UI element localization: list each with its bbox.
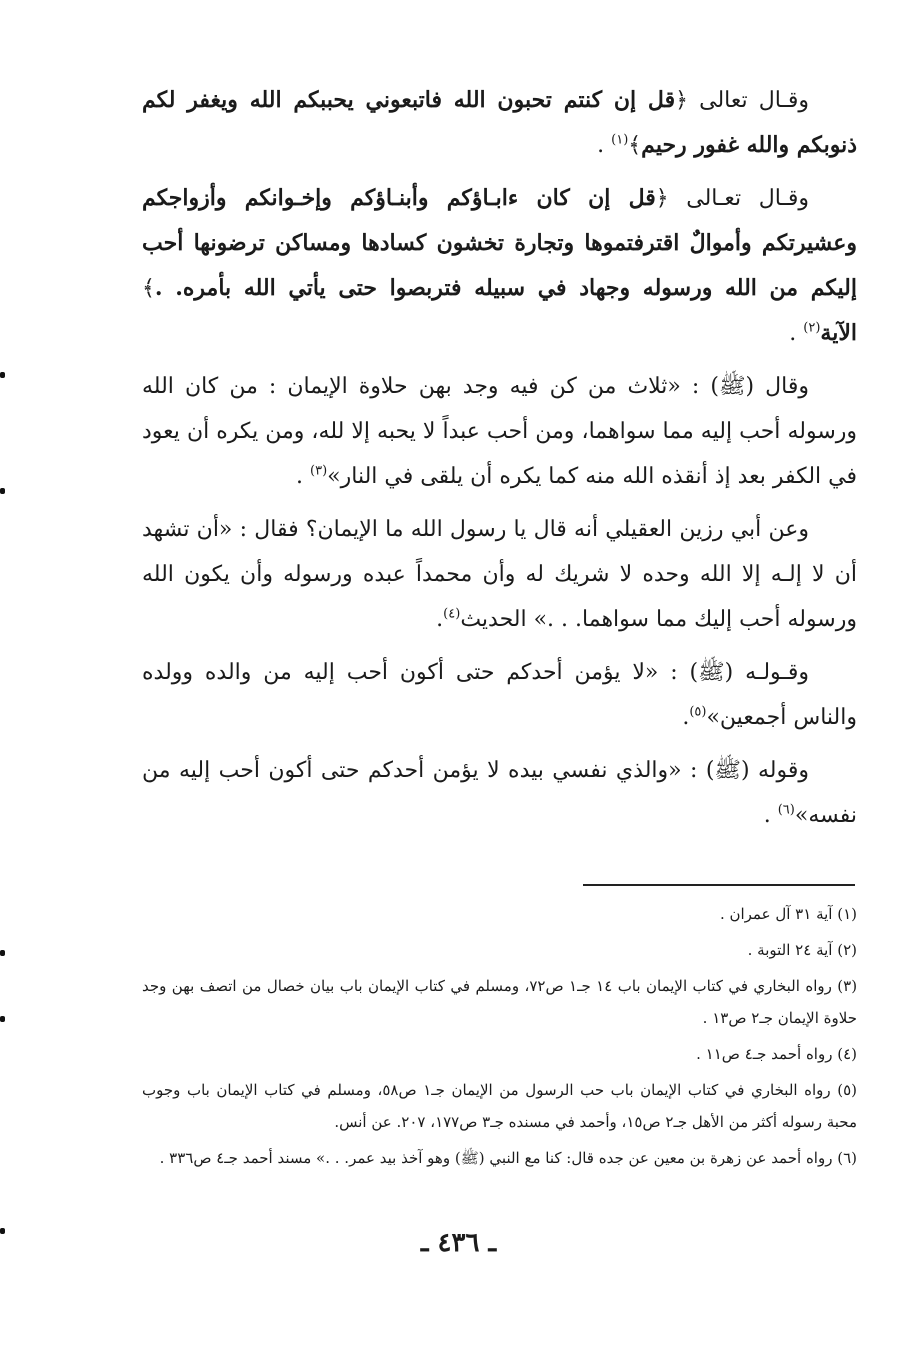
page-number: ـ ٤٣٦ ـ [420,1228,497,1258]
hadith-paragraph-3 [142,364,857,499]
hadith-text: وقـولـه (ﷺ) : «لا يؤمن أحدكم حتى أكون أحب إليه من والده وولده والناس أجمعين» [142,660,857,730]
quran-close-bracket: ﴾ [628,133,642,158]
scan-edge-mark [0,1016,5,1022]
hadith-text: وقال (ﷺ) : «ثلاث من كن فيه وجد بهن حلاوة الإيمان : من كان الله ورسوله أحب إليه مما سواهما، ومن أحب عبداً لا يحبه إلا لله، ومن يكره أن يعود في الكفر بعد إذ أنقذه الله منه كما يكره أن يلقى في النار» [142,374,857,489]
main-text [142,78,857,846]
verse-lead: وقـال تعالى [688,88,809,113]
paragraph-end: . [682,705,690,730]
footnote-1: (١) آية ٣١ آل عمران . [719,905,857,923]
paragraph-end: . [597,133,612,158]
scan-edge-mark [0,372,5,378]
quran-verse-paragraph-2 [142,176,857,356]
footnotes [142,898,857,1178]
quran-close-bracket: ﴾ [142,276,155,301]
scan-edge-mark [0,1228,5,1234]
quran-open-bracket: ﴿ [655,186,669,211]
footnote-3: (٣) رواه البخاري في كتاب الإيمان باب ١٤ جـ١ ص٧٢، ومسلم في كتاب الإيمان باب بيان خصال من اتصف بهن وجد حلاوة الإيمان جـ٢ ص١٣ . [142,977,858,1027]
quran-open-bracket: ﴿ [675,88,688,113]
quran-verse-text: قل إن كنتم تحبون الله فاتبعوني يحببكم الله ويغفر لكم ذنوبكم والله غفور رحيم [142,87,857,158]
scan-edge-mark [0,950,5,956]
footnote-6: (٦) رواه أحمد عن زهرة بن معين عن جده قال: كنا مع النبي (ﷺ) وهو آخذ بيد عمر. . .» مسند أحمد جـ٤ ص٣٣٦ . [159,1149,857,1167]
scan-edge-mark [0,488,5,494]
footnote-ref-6: (٦) [777,802,795,818]
footnote-ref-2: (٢) [803,320,821,336]
footnote-ref-5: (٥) [689,704,707,720]
hadith-paragraph-6 [142,748,857,838]
footnote-ref-1: (١) [611,132,629,148]
paragraph-end: . [296,464,311,489]
footnote-ref-3: (٣) [310,463,328,479]
paragraph-end: . [789,321,804,346]
hadith-text: وقوله (ﷺ) : «والذي نفسي بيده لا يؤمن أحدكم حتى أكون أحب إليه من نفسه» [142,758,857,828]
verse-lead: وقـال تعـالى [668,186,810,211]
paragraph-end: . [763,803,778,828]
paragraph-end: . [436,607,444,632]
footnote-ref-4: (٤) [443,606,461,622]
hadith-text: وعن أبي رزين العقيلي أنه قال يا رسول الله ما الإيمان؟ فقال : «أن تشهد أن لا إلـه إلا الله وحده لا شريك له وأن محمداً عبده ورسوله وأن يكون الله ورسوله أحب إليك مما سواهما. . .» الحديث [142,517,857,632]
quran-verse-text: قل إن كان ءابـاؤكم وأبنـاؤكم وإخـوانكم وأزواجكم وعشيرتكم وأموالٌ اقترفتموها وتجارة تخشون كسادها ومساكن ترضونها أحب إليكم من الله ورسوله وجهاد في سبيله فتربصوا حتى يأتي الله بأمره. . [142,185,857,301]
verse-tail-label: الآية [820,320,857,346]
footnote-4: (٤) رواه أحمد جـ٤ ص١١ . [696,1045,857,1063]
hadith-paragraph-4 [142,507,857,642]
quran-verse-paragraph-1 [142,78,857,168]
footnote-2: (٢) آية ٢٤ التوبة . [747,941,857,959]
footnote-5: (٥) رواه البخاري في كتاب الإيمان باب حب الرسول من الإيمان جـ١ ص٥٨، ومسلم في كتاب الإيمان باب وجوب محبة رسوله أكثر من الأهل جـ٢ ص١٥، وأحمد في مسنده جـ٣ ص١٧٧، ٢٠٧. عن أنس. [142,1081,858,1131]
footnote-separator [583,884,855,886]
hadith-paragraph-5 [142,650,857,740]
